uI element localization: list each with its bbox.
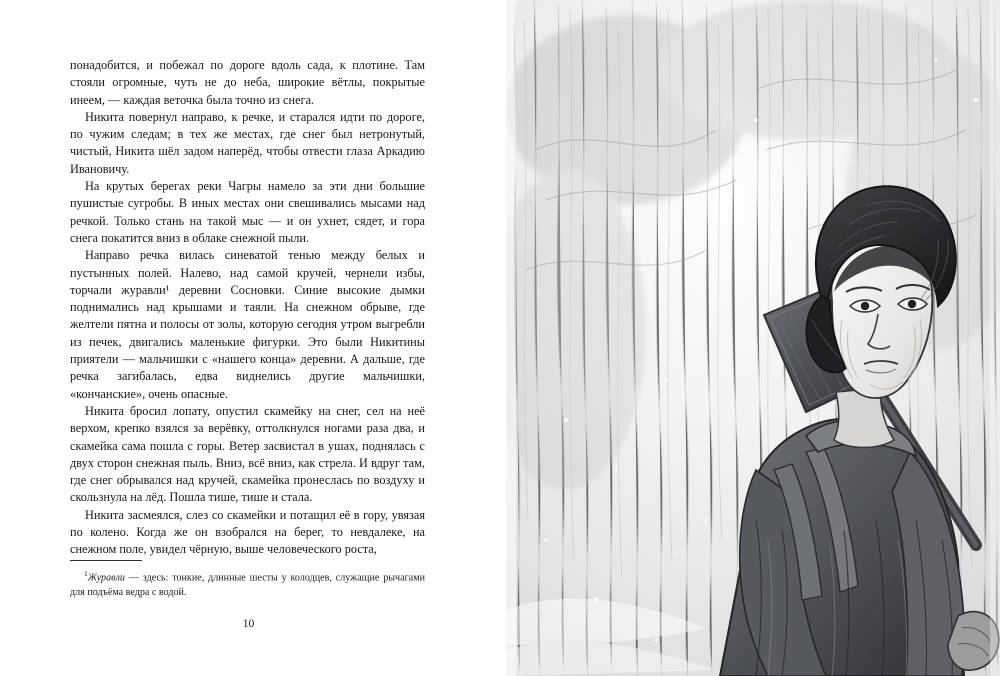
- footnote-definition: — здесь: тонкие, длинные шесты у колодцев, служащие рычагами для подъёма ведра с водой.: [70, 572, 425, 598]
- pencil-drawing-icon: [506, 0, 1000, 676]
- footnote-divider: [70, 560, 142, 561]
- paragraph: понадобится, и побежал по дороге вдоль сада, к плотине. Там стояли огромные, чуть не до неба, широкие вётлы, покрытые инеем, — каждая веточка была точно из снега.: [70, 58, 425, 107]
- footnote-block: [70, 560, 425, 600]
- paragraph: Никита повернул направо, к речке, и старался идти по дороге, по чужим следам; в тех же местах, где снег был нетронутый, чистый, Никита шёл задом наперёд, чтобы отвести глаза Аркадию Ивановичу.: [70, 109, 425, 176]
- body-text-column: [70, 57, 425, 559]
- paragraph: Никита засмеялся, слез со скамейки и потащил её в гору, увязая по колено. Когда же он взобрался на берег, то невдалеке, на снежном поле, увидел чёрную, выше человеческого роста,: [70, 507, 425, 557]
- paragraph: На крутых берегах реки Чагры намело за эти дни большие пушистые сугробы. В иных местах они свешивались мысами над речкой. Только стань на такой мыс — и он ухнет, сядет, и гора снега покатится вниз в облаке снежной пыли.: [70, 179, 425, 245]
- page-number: 10: [242, 617, 255, 630]
- footnote-marker: 1: [84, 569, 88, 578]
- paragraph: Никита бросил лопату, опустил скамейку на снег, сел на неё верхом, крепко взялся за верёвку, оттолкнулся ногами раза два, и скамейка сама пошла с горы. Ветер засвистал в ушах, поднялась с двух сторон снежная пыль. Вниз, всё вниз, как стрела. И вдруг там, где снег обрывался над кручей, скамейка пронеслась по воздуху и скользнула на лёд. Пошла тише, тише и стала.: [70, 403, 425, 505]
- footnote-term: Журавли: [87, 572, 125, 584]
- illustration: [506, 0, 1000, 676]
- left-text-page: [0, 0, 497, 676]
- footnote-text: [70, 567, 425, 600]
- paragraph: Направо речка вилась синеватой тенью между белых и пустынных полей. Налево, над самой кручей, чернели избы, торчали журавли¹ деревни Сосновки. Синие высокие дымки поднимались над крышами и таяли. На снежном обрыве, где желтели пятна и полосы от золы, которую сегодня утром выгребли из печек, двигались маленькие фигурки. Это были Никитины приятели — мальчишки с «нашего конца» деревни. А дальше, где речка загибалась, едва виднелись другие мальчишки, «кончанские», очень опасные.: [70, 248, 425, 401]
- right-illustration-page: [497, 0, 1000, 676]
